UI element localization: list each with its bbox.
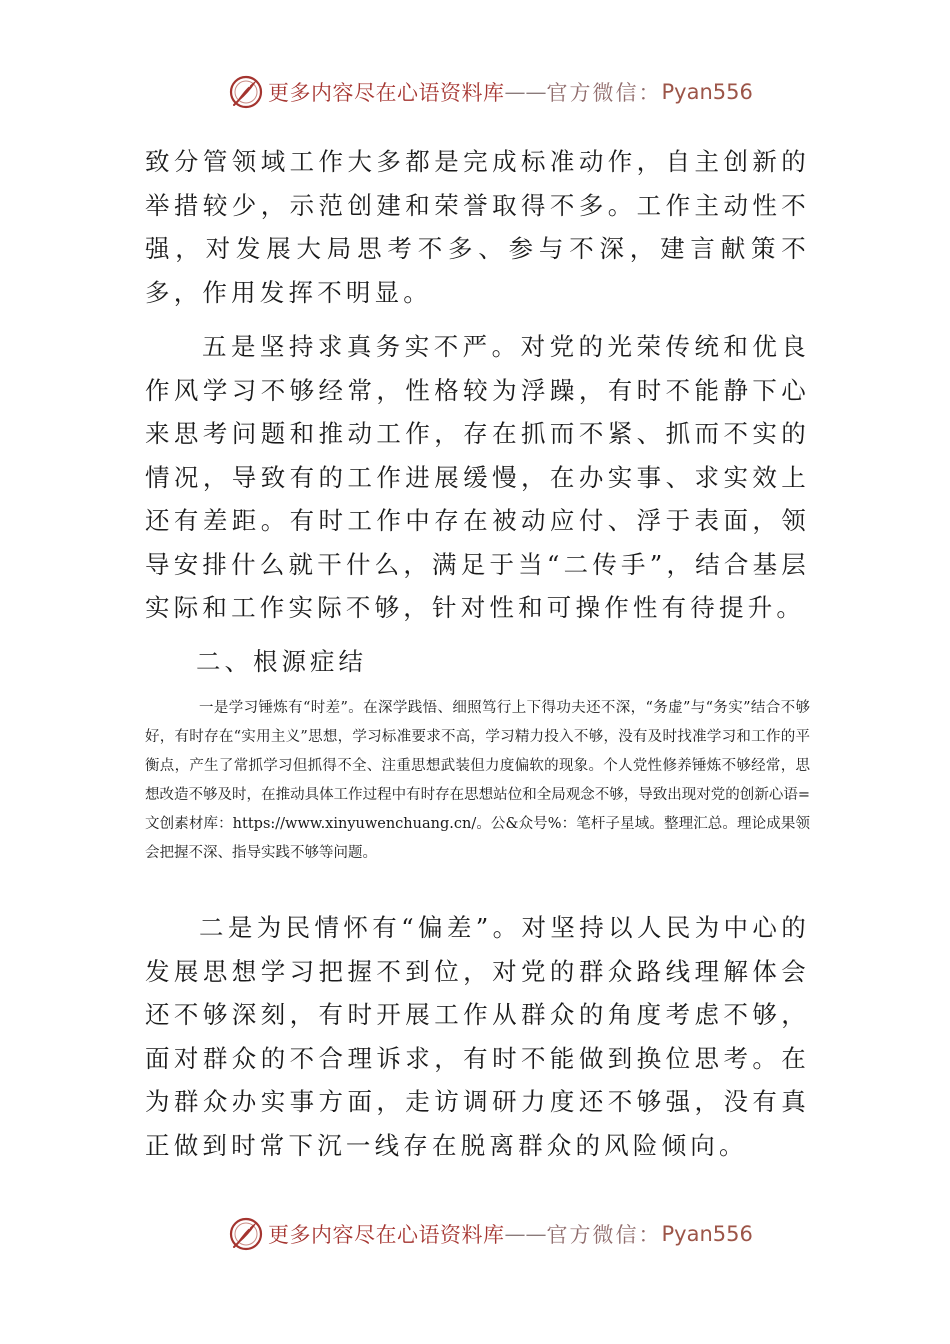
quill-logo-icon xyxy=(228,74,264,110)
banner-dash: —— xyxy=(504,1222,547,1246)
paragraph-2: 五是坚持求真务实不严。对党的光荣传统和优良作风学习不够经常，性格较为浮躁，有时不能静下心来思考问题和推动工作，存在抓而不紧、抓而不实的情况，导致有的工作进展缓慢，在办实事、求实效上还有差距。有时工作中存在被动应付、浮于表面，领导安排什么就干什么，满足于当“二传手”，结合基层实际和工作实际不够，针对性和可操作性有待提升。 xyxy=(145,332,810,622)
banner-title: 更多内容尽在心语资料库 xyxy=(268,81,505,105)
banner-wechat-label: 官方微信： xyxy=(546,1223,662,1247)
banner-wechat-id: Pyan556 xyxy=(661,1222,753,1246)
paragraph-4: 二是为民情怀有“偏差”。对坚持以人民为中心的发展思想学习把握不到位，对党的群众路线理解体会还不够深刻，有时开展工作从群众的角度考虑不够，面对群众的不合理诉求，有时不能做到换位思考。在为群众办实事方面，走访调研力度还不够强，没有真正做到时常下沉一线存在脱离群众的风险倾向。 xyxy=(145,913,810,1160)
banner-wechat-label: 官方微信： xyxy=(546,81,662,105)
banner-title: 更多内容尽在心语资料库 xyxy=(268,1223,505,1247)
section-heading: 二、根源症结 xyxy=(196,647,367,676)
banner-dash: —— xyxy=(504,80,547,104)
quill-logo-icon xyxy=(228,1216,264,1252)
header-banner[interactable] xyxy=(228,72,753,112)
paragraph-3-small: 一是学习锤炼有“时差”。在深学践悟、细照笃行上下得功夫还不深，“务虚”与“务实”结合不够好，有时存在“实用主义”思想，学习标准要求不高，学习精力投入不够，没有及时找准学习和工作的平衡点，产生了常抓学习但抓得不全、注重思想武装但力度偏软的现象。个人党性修养锤炼不够经常，思想改造不够及时，在推动具体工作过程中有时存在思想站位和全局观念不够，导致出现对党的创新心语=文创素材库：https://www.xinyuwenchuang.cn/。公&众号%：笔杆子星域。整理汇总。理论成果领会把握不深、指导实践不够等问题。 xyxy=(145,700,810,861)
footer-banner[interactable] xyxy=(228,1214,753,1254)
banner-wechat-id: Pyan556 xyxy=(661,80,753,104)
paragraph-1: 致分管领域工作大多都是完成标准动作，自主创新的举措较少，示范创建和荣誉取得不多。工作主动性不强，对发展大局思考不多、参与不深，建言献策不多，作用发挥不明显。 xyxy=(145,147,810,307)
